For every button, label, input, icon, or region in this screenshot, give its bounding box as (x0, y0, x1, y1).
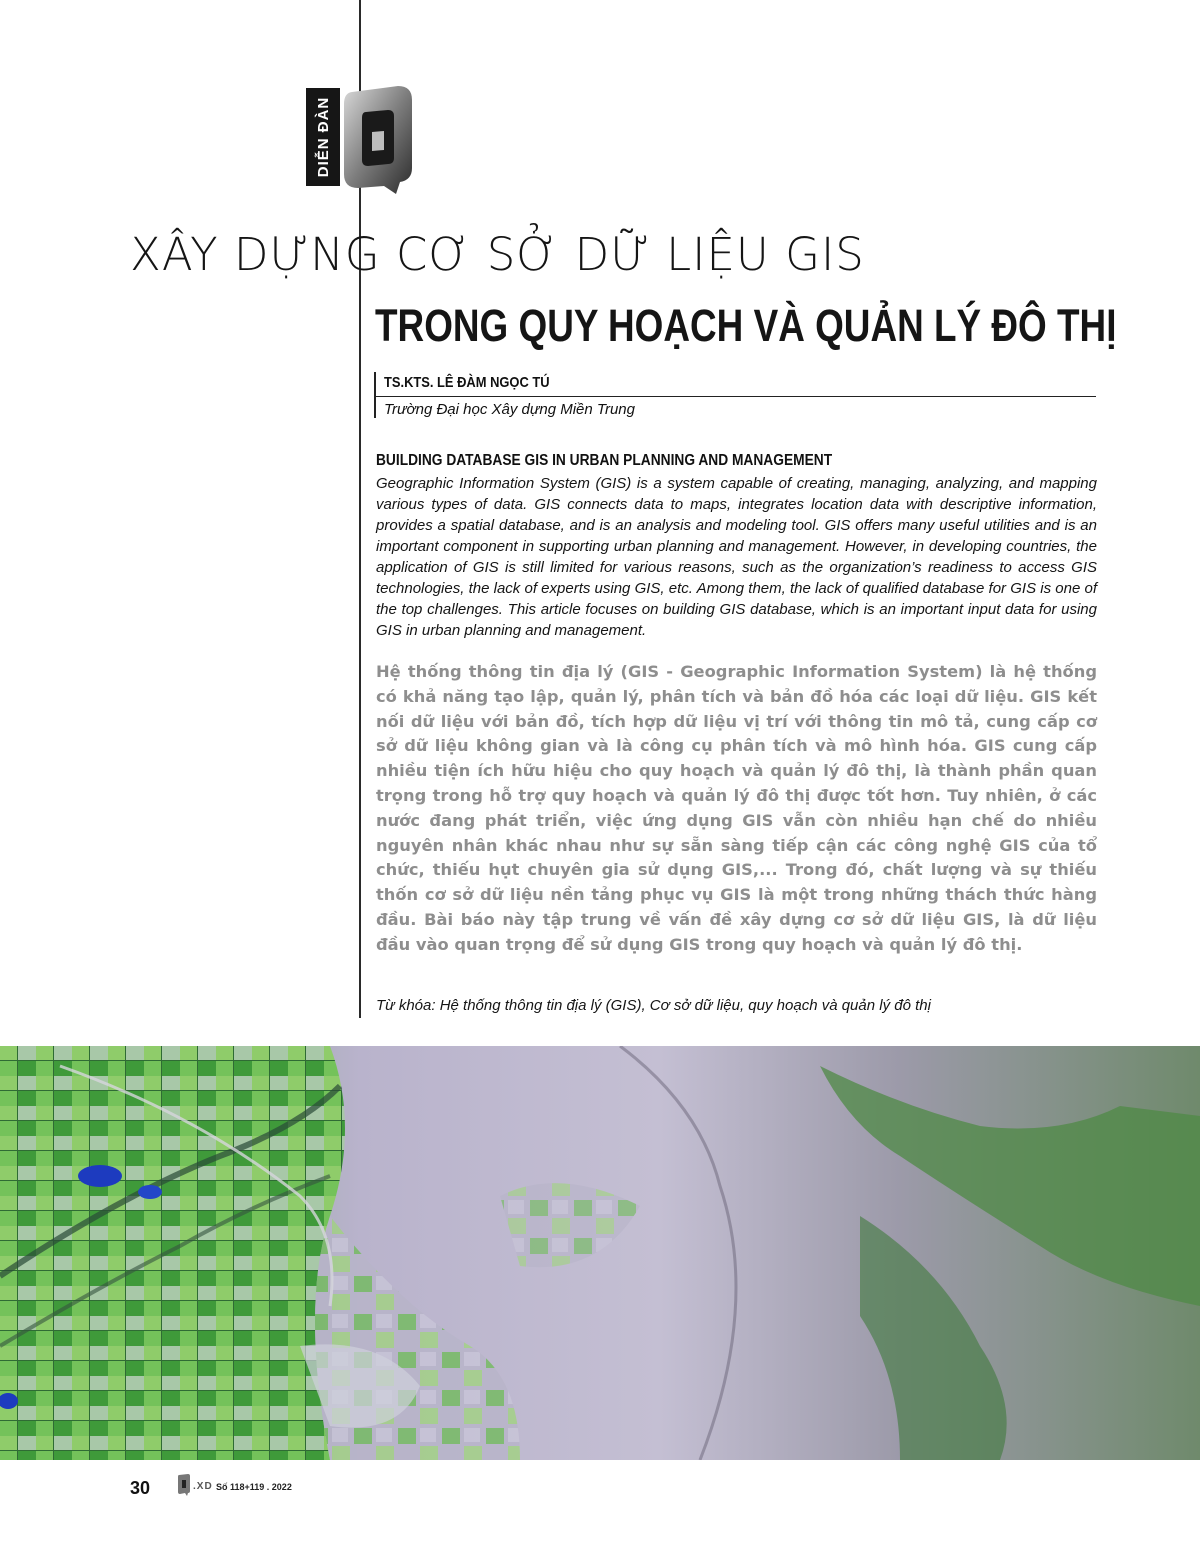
english-abstract-text: Geographic Information System (GIS) is a system capable of creating, managing, analyzing, and mapping various types of data. GIS connects data to maps, integrates location data with descriptive information, provides a spatial database, and is an analysis and modeling tool. GIS offers many useful utilities and is an important component in supporting urban planning and management. However, in developing countries, the application of GIS is still limited for various reasons, such as the organization’s readiness to access GIS technologies, the lack of experts using GIS, etc. Among them, the lack of qualified database for GIS is one of the top challenges. This article focuses on building GIS database, which is an important input data for using GIS in urban planning and management. (376, 475, 1097, 639)
q-small-logo-icon (177, 1474, 191, 1496)
satellite-image (0, 1046, 1200, 1460)
title-line-1: XÂY DỰNG CƠ SỞ DỮ LIỆU GIS (130, 228, 865, 281)
english-abstract-title: BUILDING DATABASE GIS IN URBAN PLANNING AND MANAGEMENT (376, 452, 833, 469)
page-number: 30 (130, 1478, 151, 1498)
author-block (374, 372, 1096, 422)
q-magazine-logo-icon (338, 84, 418, 196)
keywords: Từ khóa: Hệ thống thông tin địa lý (GIS), Cơ sở dữ liệu, quy hoạch và quản lý đô thị (376, 997, 931, 1014)
author-name: TS.KTS. LÊ ĐÀM NGỌC TÚ (384, 374, 550, 391)
footer-brand: .XD (193, 1481, 213, 1492)
author-affiliation: Trường Đại học Xây dựng Miền Trung (384, 401, 635, 418)
page-footer (130, 1470, 530, 1510)
title-line-2: TRONG QUY HOẠCH VÀ QUẢN LÝ ĐÔ THỊ (375, 300, 1117, 351)
section-badge (306, 88, 340, 186)
section-label: DIỄN ĐÀN (314, 96, 332, 178)
author-rule-horizontal (374, 396, 1096, 397)
author-rule-vertical (374, 372, 376, 418)
vietnamese-abstract-text: Hệ thống thông tin địa lý (GIS - Geographic Information System) là hệ thống có khả năng tạo lập, quản lý, phân tích và bản đồ hóa các loại dữ liệu. GIS kết nối dữ liệu với bản đồ, tích hợp dữ liệu vị trí với thông tin mô tả, cung cấp cơ sở dữ liệu không gian và là công cụ phân tích và mô hình hóa. GIS cung cấp nhiều tiện ích hữu hiệu cho quy hoạch và quản lý đô thị, là thành phần quan trọng trong hỗ trợ quy hoạch và quản lý đô thị được tốt hơn. Tuy nhiên, ở các nước đang phát triển, việc ứng dụng GIS vẫn còn nhiều hạn chế do nhiều nguyên nhân khác nhau như sự sẵn sàng tiếp cận các công nghệ GIS của tổ chức, thiếu hụt chuyên gia sử dụng GIS,... Trong đó, chất lượng và sự thiếu thốn cơ sở dữ liệu nền tảng phục vụ GIS là một trong những thách thức hàng đầu. Bài báo này tập trung về vấn đề xây dựng cơ sở dữ liệu GIS, là dữ liệu đầu vào quan trọng để sử dụng GIS trong quy hoạch và quản lý đô thị. (376, 662, 1097, 954)
footer-issue: Số 118+119 . 2022 (216, 1482, 292, 1492)
